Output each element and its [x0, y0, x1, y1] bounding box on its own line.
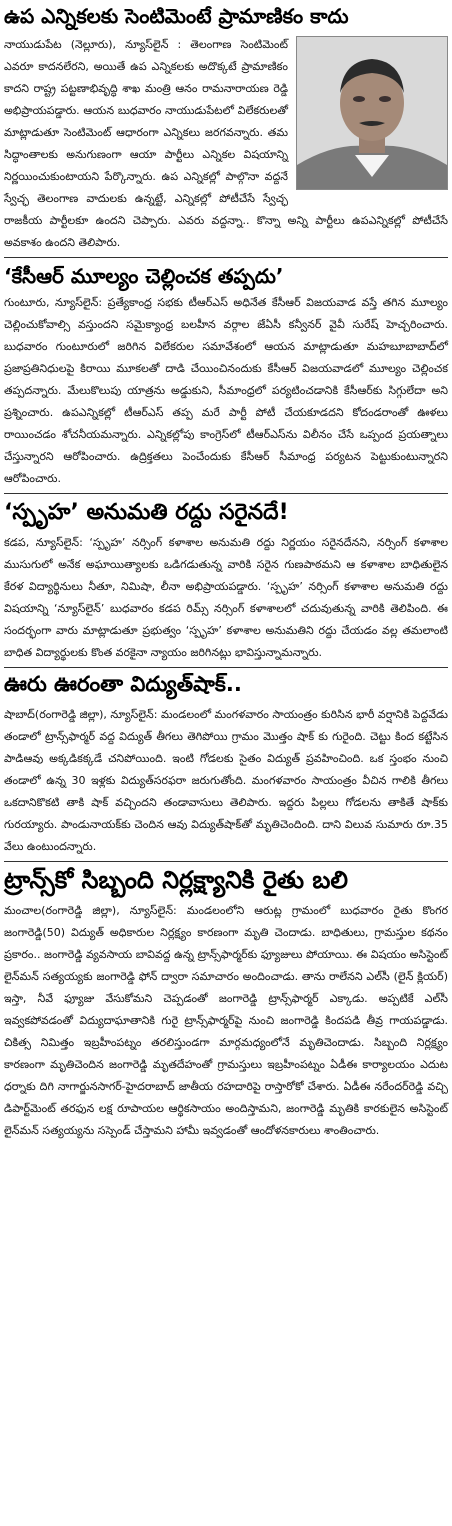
- article-5-body: మంచాల(రంగారెడ్డి జిల్లా), న్యూస్‌లైన్: మండలంలోని ఆరుట్ల గ్రామంలో బుధవారం రైతు కొంగర జంగారెడ్డి(50) విద్యుత్ అధికారుల నిర్లక్ష్యం కారణంగా మృతి చెందాడు. బాధితులు, గ్రామస్తుల కథనం ప్రకారం.. జంగారెడ్డి వ్యవసాయ బావివద్ద ఉన్న ట్రాన్స్‌ఫార్మర్‌కు ఫ్యూజులు పోయాయి. ఈ విషయం అసిస్టెంట్ లైన్‌మన్ సత్యయ్యకు జంగారెడ్డి ఫోన్ ద్వారా సమాచారం అందించాడు. తాను రాలేనని ఎల్‌సీ (లైన్ క్లియర్) ఇస్తా, నీవే ఫ్యూజు వేసుకోమని చెప్పడంతో జంగారెడ్డి ట్రాన్స్‌ఫార్మర్ ఎక్కాడు. అప్పటికే ఎల్‌సీ ఇవ్వకపోవడంతో విద్యుదాఘాతానికి గురై ట్రాన్స్‌ఫార్మర్‌పై నుంచి జంగారెడ్డి కిందపడి తీవ్ర గాయపడ్డాడు. చికిత్స నిమిత్తం ఇబ్రహీంపట్నం తరలిస్తుండగా మార్గమధ్యంలోనే మృతిచెందాడు. సిబ్బంది నిర్లక్ష్యం కారణంగా మృతిచెందిన జంగారెడ్డి మృతదేహంతో గ్రామస్తులు ఇబ్రహీంపట్నం ఏడీఈ కార్యాలయం ఎదుట ధర్నాకు దిగి నాగార్జునసాగర్-హైదరాబాద్ జాతీయ రహదారిపై రాస్తారోకో చేశారు. ఏడీఈ నరేందర్‌రెడ్డి వచ్చి డిపార్ట్‌మెంట్ తరఫున లక్ష రూపాయల ఆర్థికసాయం అందిస్తామని, జంగారెడ్డి మృతికి కారకులైన అసిస్టెంట్ లైన్‌మన్ సత్యయ్యను సస్పెండ్ చేస్తామని హామీ ఇవ్వడంతో ఆందోళనకారులు శాంతించారు.: [4, 904, 448, 1138]
- article-4: [4, 672, 448, 857]
- divider: [4, 861, 448, 862]
- divider: [4, 493, 448, 494]
- article-2: [4, 264, 448, 490]
- article-4-body: షాబాద్(రంగారెడ్డి జిల్లా), న్యూస్‌లైన్: మండలంలో మంగళవారం సాయంత్రం కురిసిన భారీ వర్షానికి పెద్దవేడు తండాలో ట్రాన్స్‌ఫార్మర్ వద్ద విద్యుత్ తీగలు తెగిపోయి గ్రామం మొత్తం షాక్ కు గురైంది. చెట్టు కింద కట్టేసిన పాడిఆవు అక్కడికక్కడే చనిపోయింది. ఇంటి గోడలకు సైతం విద్యుత్ ప్రవహించింది. ఒక స్తంభం నుంచి తండాలో ఉన్న 30 ఇళ్లకు విద్యుత్‌సరఫరా జరుగుతోంది. మంగళవారం సాయంత్రం వీచిన గాలికి తీగలు ఒకదానికొకటి తాకి షాక్ వచ్చిందని తండావాసులు తెలిపారు. ఇద్దరు పిల్లలు గోడలను తాకితే షాక్‌కు గురయ్యారు. పాండునాయక్‌కు చెందిన ఆవు విద్యుత్‌షాక్‌తో మృతిచెందింది. దాని విలువ సుమారు రూ.35 వేలు ఉంటుందన్నారు.: [4, 707, 448, 853]
- divider: [4, 257, 448, 258]
- article-3-body: కడప, న్యూస్‌లైన్: ‘స్పృహ’ నర్సింగ్ కళాశాల అనుమతి రద్దు నిర్ణయం సరైనదేనని, నర్సింగ్ కళాశాల ముసుగులో అనేక అఘాయిత్యాలకు ఒడిగడుతున్న వారికి సరైన గుణపాఠమని ఆ కళాశాల బాధితులైన కేరళ విద్యార్థినులు నీతూ, నిమిషా, లీనా అభిప్రాయపడ్డారు. ‘స్పృహ’ నర్సింగ్ కళాశాల అనుమతి రద్దు విషయాన్ని ‘న్యూస్‌లైన్’ బుధవారం కడప రిమ్స్ నర్సింగ్ కళాశాలలో చదువుతున్న వారికి తెలిపింది. ఈ సందర్భంగా వారు మాట్లాడుతూ ప్రభుత్వం ‘స్పృహ’ కళాశాల అనుమతిని రద్దు చేయడం వల్ల తమలాంటి బాధిత విద్యార్థులకు కొంత వరకైనా న్యాయం జరిగినట్లు భావిస్తున్నామన్నారు.: [4, 536, 448, 660]
- portrait-image: [297, 37, 447, 189]
- article-1-headline: ఉప ఎన్నికలకు సెంటిమెంటే ప్రామాణికం కాదు: [4, 4, 349, 28]
- article-1-body: నాయుడుపేట (నెల్లూరు), న్యూస్‌లైన్ : తెలంగాణ సెంటిమెంట్ ఎవరూ కాదనలేరని, అయితే ఉప ఎన్నికలకు అదొక్కటే ప్రామాణికం కాదని రాష్ట్ర పట్టణాభివృద్ధి శాఖ మంత్రి ఆనం రామనారాయణ రెడ్డి అభిప్రాయపడ్డారు. ఆయన బుధవారం నాయుడుపేటలో విలేకరులతో మాట్లాడుతూ సెంటిమెంట్ ఆధారంగా ఎన్నికలు జరగవన్నారు. తమ సిద్ధాంతాలకు అనుగుణంగా ఆయా పార్టీలు ఎన్నికల విషయాన్ని నిర్ణయించుకుంటాయని పేర్కొన్నారు. ఉప ఎన్నికల్లో పాల్గొనా వద్దనే స్వేచ్ఛ తెలంగాణ వాదులకు ఉన్నట్టే, ఎన్నికల్లో పోటీచేసే స్వేచ్ఛ రాజకీయ పార్టీలకూ ఉందని చెప్పారు. ఎవరు వద్దన్నా.. కొన్నా అన్ని పార్టీలు ఉపఎన్నికల్లో పోటీచేసే అవకాశం ఉందని తెలిపారు.: [4, 38, 448, 249]
- portrait-photo: [296, 36, 448, 190]
- article-1: [4, 4, 448, 254]
- article-4-headline: ఊరు ఊరంతా విద్యుత్‌షాక్..: [4, 672, 242, 697]
- article-3: [4, 500, 448, 664]
- article-2-body: గుంటూరు, న్యూస్‌లైన్: ప్రత్యేకాంధ్ర సభకు టీఆర్ఎస్ అధినేత కేసీఆర్ విజయవాడ వస్తే తగిన మూల్యం చెల్లించుకోవాల్సి వస్తుందని సమైక్యాంధ్ర బలహీన వర్గాల జేఏసీ కన్వీనర్ వైవీ సురేష్ హెచ్చరించారు. బుధవారం గుంటూరులో జరిగిన విలేకరుల సమావేశంలో ఆయన మాట్లాడుతూ మహబూబాబాద్‌లో ప్రజాప్రతినిధులపై కిరాయి మూకలతో దాడి చేయించినందుకు కేసీఆర్ విజయవాడలో మూల్యం చెల్లించక తప్పదన్నారు. మేలుకొలుపు యాత్రను అడ్డుకుని, సీమాంధ్రలో పర్యటించడానికి కేసీఆర్‌కు సిగ్గులేదా అని ప్రశ్నించారు. ఉపఎన్నికల్లో టీఆర్ఎస్ తప్ప మరే పార్టీ పోటీ చేయకూడదని కోదండరాంతో ఊళలు రాయించడం శోచనీయమన్నారు. ఎన్నికల్లోపు కాంగ్రెస్‌లో టీఆర్ఎస్‌ను విలీనం చేసే ఒప్పంద ప్రయత్నాలు చేస్తున్నారని ఆరోపించారు. ఉద్రిక్తతలు పెంచేందుకు కేసీఆర్ సీమాంధ్ర పర్యటన పెట్టుకుంటున్నారని ఆరోపించారు.: [4, 296, 448, 485]
- article-5: [4, 866, 448, 1143]
- article-5-headline: ట్రాన్స్‌కో సిబ్బంది నిర్లక్ష్యానికి రైతు బలి: [4, 865, 348, 894]
- article-2-headline: ‘కేసీఆర్ మూల్యం చెల్లించక తప్పదు’: [4, 264, 284, 288]
- divider: [4, 667, 448, 668]
- article-3-headline: ‘స్పృహ’ అనుమతి రద్దు సరైనదే!: [4, 500, 289, 525]
